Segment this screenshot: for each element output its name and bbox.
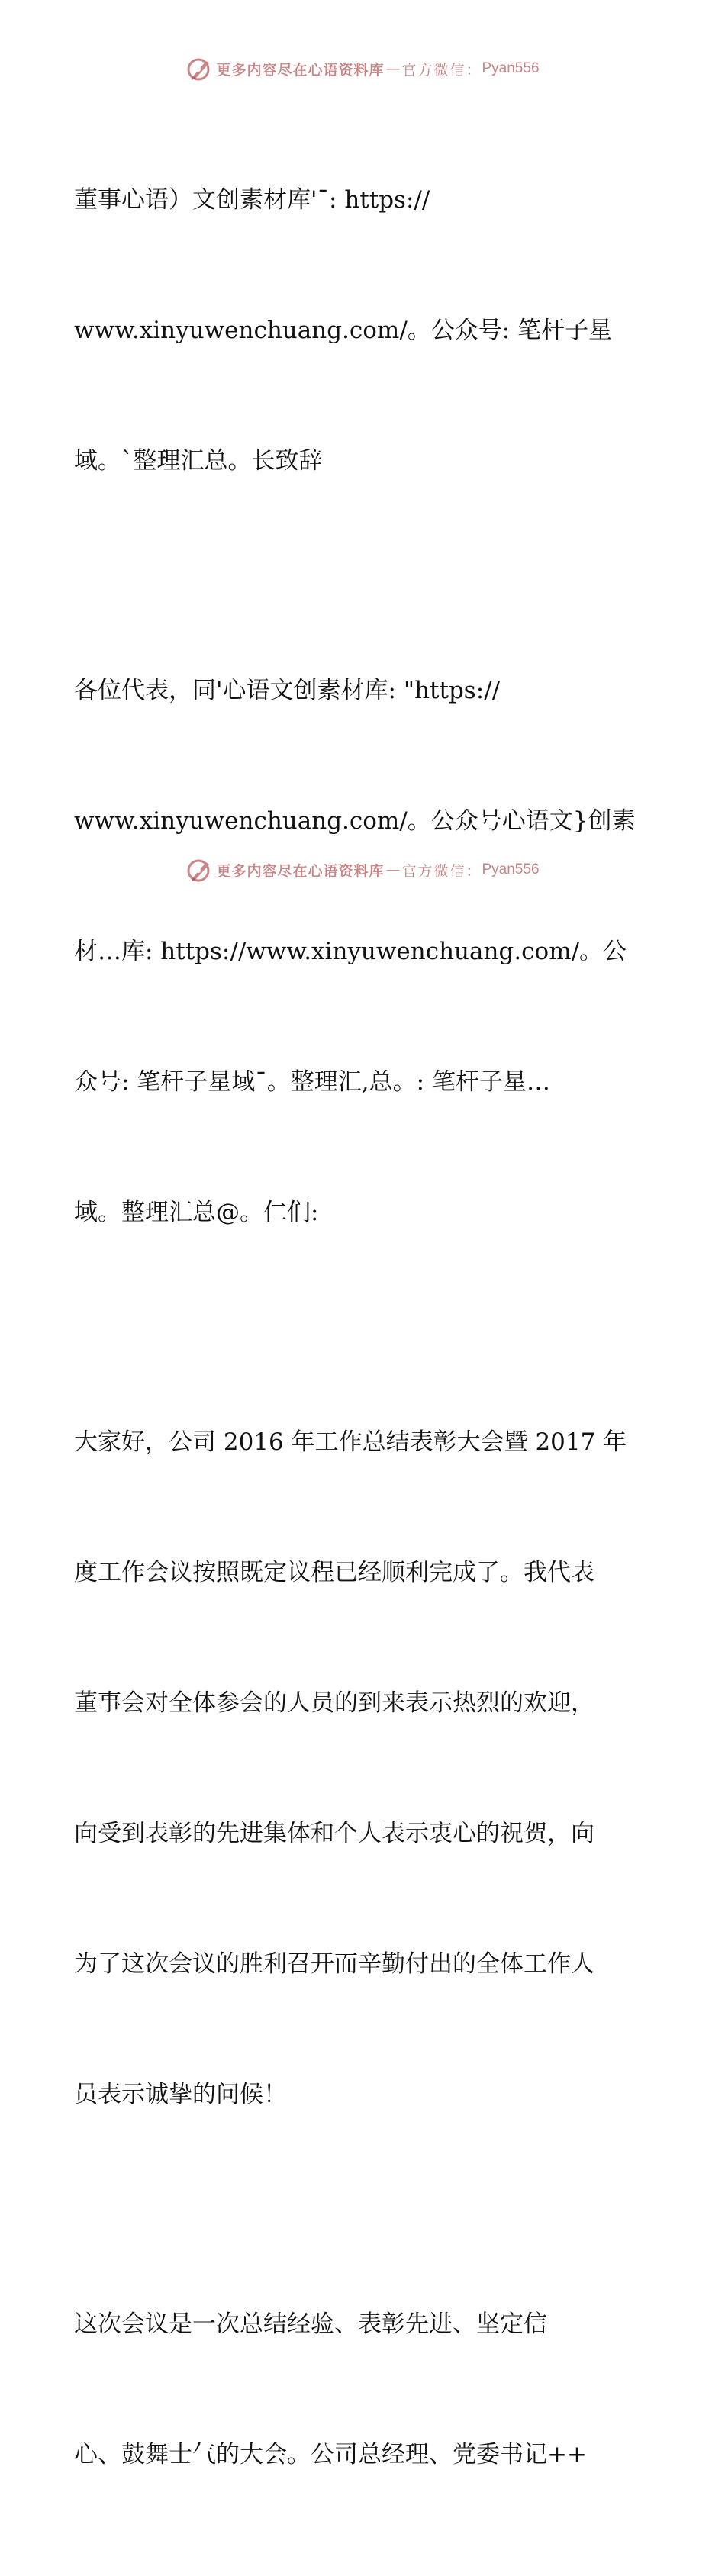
pen-logo-icon [185,55,213,82]
banner-brand-text: 更多内容尽在心语资料库 [216,862,385,880]
text-line: 向受到表彰的先进集体和个人表示衷心的祝贺，向 [74,1820,594,1847]
paragraph-1 [74,92,654,570]
text-line: 为了这次会议的胜利召开而辛勤付出的全体工作人 [74,1950,594,1978]
pen-logo-icon [185,856,213,884]
text-line: 各位代表，同'心语文创素材库: "https:// [74,677,501,704]
banner-wechat-handle: Pyan556 [482,861,540,877]
text-line: 心、鼓舞士气的大会。公司总经理、党委书记++ [74,2441,587,2468]
header-banner [0,53,725,84]
banner-wechat-handle: Pyan556 [482,60,540,76]
footer-banner [0,855,725,885]
text-line: 众号: 笔杆子星域¯。整理汇,总。: 笔杆子星… [74,1068,550,1096]
text-line: 域。`整理汇总。长致辞 [74,447,323,475]
text-line: 员表示诚挚的问候！ [74,2081,287,2108]
text-line: www.xinyuwenchuang.com/。公众号: 笔杆子星 [74,317,613,344]
banner-official-label: 官方微信： [401,61,482,79]
text-line: www.xinyuwenchuang.com/。公众号心语文}创素 [74,807,636,835]
text-line: 域。整理汇总@。仁们: [74,1199,319,1226]
text-line: 大家好，公司 2016 年工作总结表彰大会暨 2017 年 [74,1428,627,1456]
banner-brand-text: 更多内容尽在心语资料库 [216,61,385,79]
paragraph-3 [74,1334,654,2204]
text-line: 材…库: https://www.xinyuwenchuang.com/。公 [74,938,627,965]
paragraph-4 [74,2216,654,2564]
paragraph-2 [74,582,654,1322]
document-body [74,92,654,2576]
text-line: 度工作会议按照既定议程已经顺利完成了。我代表 [74,1559,594,1586]
text-line: 董事会对全体参会的人员的到来表示热烈的欢迎， [74,1689,594,1717]
banner-official-label: 官方微信： [401,862,482,880]
banner-dash: — [385,861,401,878]
text-line: 董事心语）文创素材库'¯: https:// [74,186,430,214]
banner-dash: — [385,60,401,77]
text-line: 这次会议是一次总结经验、表彰先进、坚定信 [74,2310,547,2338]
